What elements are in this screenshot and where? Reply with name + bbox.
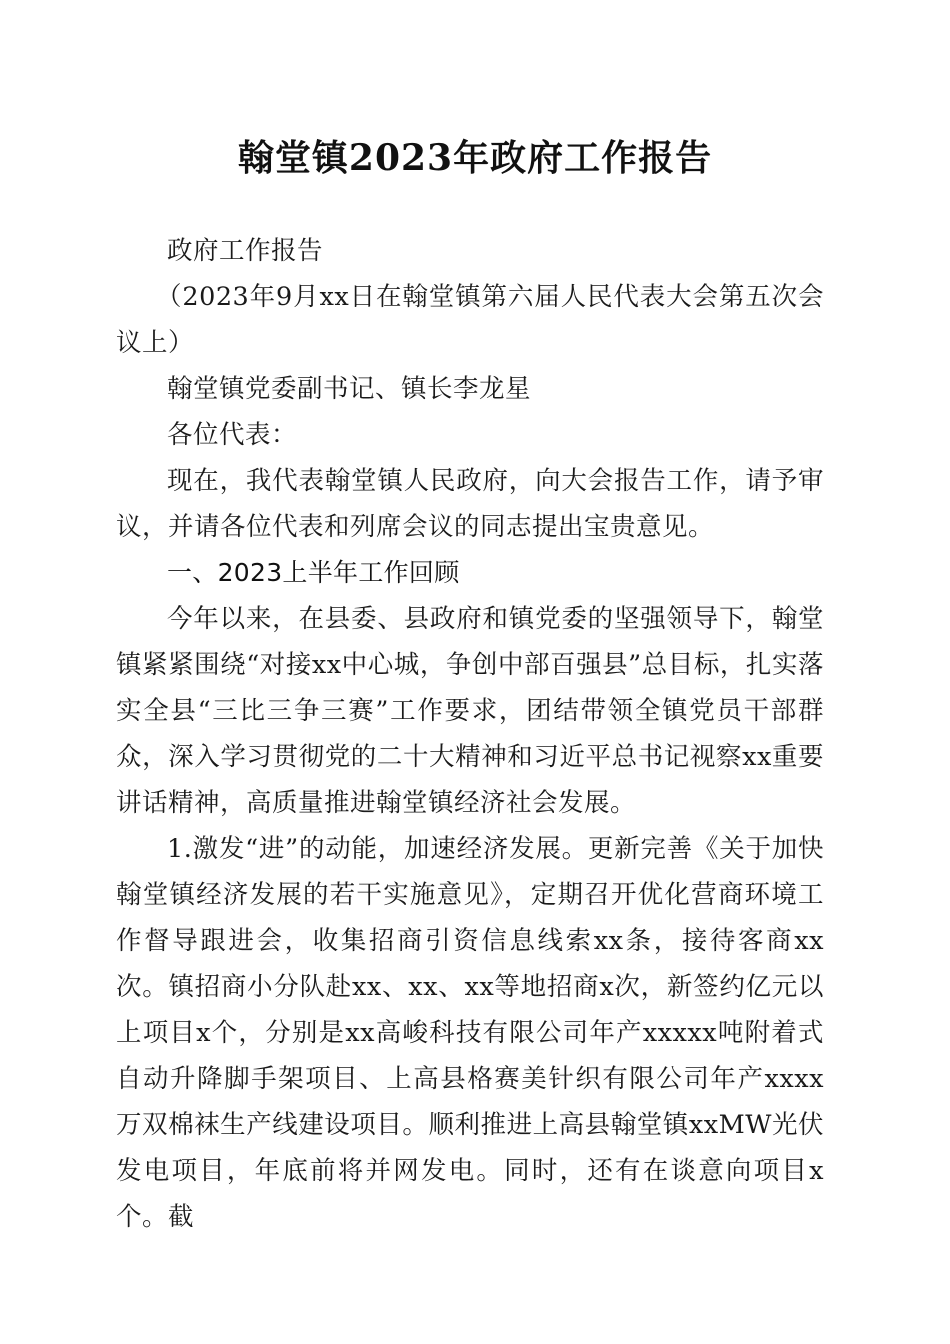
item-1-paragraph: 1.激发“进”的动能，加速经济发展。更新完善《关于加快翰堂镇经济发展的若干实施意见》，定期召开优化营商环境工作督导跟进会，收集招商引资信息线索xx条，接待客商xx次。镇招商小分队赴xx、xx、xx等地招商x次，新签约亿元以上项目x个，分别是xx高峻科技有限公司年产xxxxx吨附着式自动升降脚手架项目、上高县格赛美针织有限公司年产xxxx万双棉袜生产线建设项目。顺利推进上高县翰堂镇xxMW光伏发电项目，年底前将并网发电。同时，还有在谈意向项目x个。截 [116, 834, 824, 1232]
speaker-paragraph: 翰堂镇党委副书记、镇长李龙星 [167, 374, 532, 404]
section-heading: 一、2023上半年工作回顾 [167, 558, 460, 587]
subtitle-paragraph: 政府工作报告 [167, 236, 324, 266]
meeting-note-paragraph: （2023年9月xx日在翰堂镇第六届人民代表大会第五次会议上） [116, 282, 824, 358]
document-body [116, 228, 824, 1240]
intro-paragraph: 现在，我代表翰堂镇人民政府，向大会报告工作，请予审议，并请各位代表和列席会议的同志提出宝贵意见。 [116, 466, 824, 542]
document-title: 翰堂镇2023年政府工作报告 [237, 137, 713, 179]
salutation-paragraph: 各位代表： [167, 420, 298, 450]
section-intro-paragraph: 今年以来，在县委、县政府和镇党委的坚强领导下，翰堂镇紧紧围绕“对接xx中心城，争创中部百强县”总目标，扎实落实全县“三比三争三赛”工作要求，团结带领全镇党员干部群众，深入学习贯彻党的二十大精神和习近平总书记视察xx重要讲话精神，高质量推进翰堂镇经济社会发展。 [116, 604, 824, 818]
